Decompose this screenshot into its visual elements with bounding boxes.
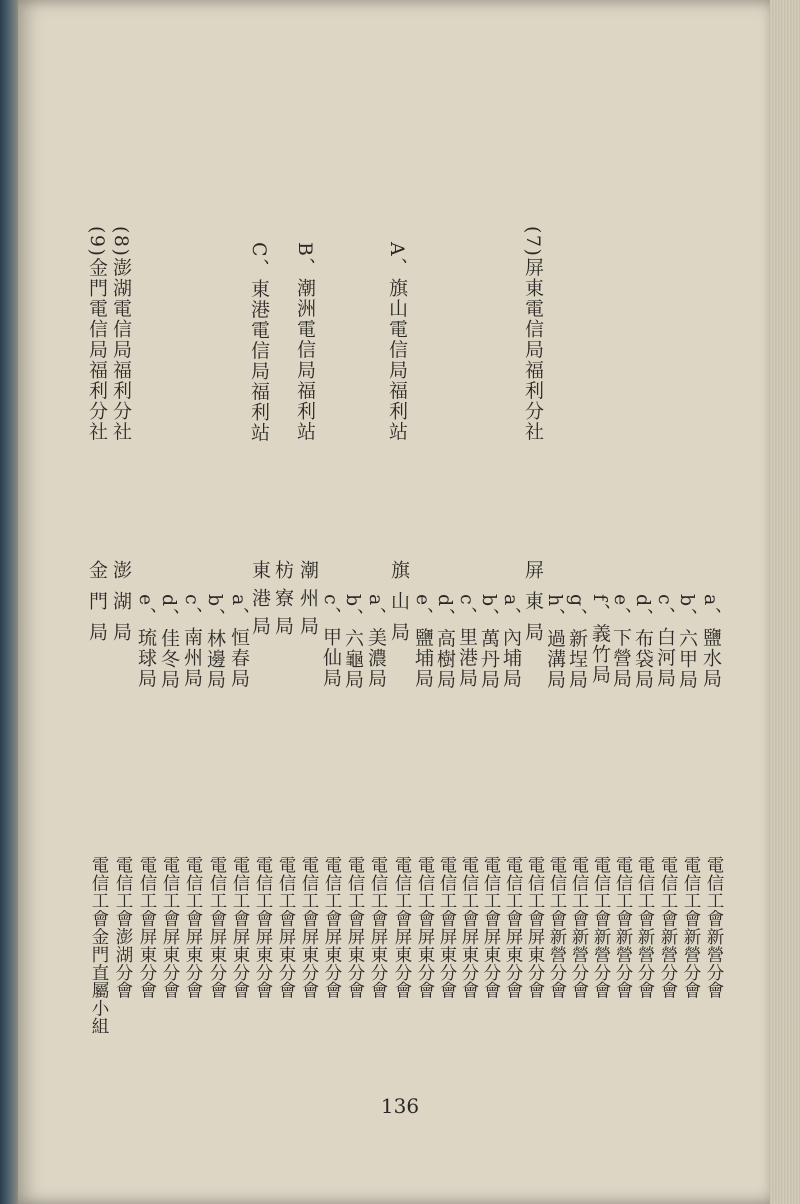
union-branch-item: 電信工會屏東分會 — [183, 856, 203, 1000]
office-item: 潮州局 — [297, 560, 319, 644]
office-item: a、恒春局 — [228, 594, 250, 689]
office-item: 金門局 — [86, 560, 108, 653]
union-branch-item: 電信工會金門直屬小組 — [89, 856, 109, 1035]
union-branch-item: 電信工會屏東分會 — [503, 856, 523, 1000]
office-item: 旗山局 — [388, 560, 410, 653]
union-branch-item: 電信工會屏東分會 — [437, 856, 457, 1000]
heading-pingtung-branch: (7)屏東電信局福利分社 — [522, 226, 544, 442]
office-item: 澎湖局 — [110, 560, 132, 653]
office-item: 東港局 — [249, 560, 271, 644]
union-branch-item: 電信工會新營分會 — [613, 856, 633, 1000]
office-item: g、新埕局 — [566, 594, 588, 690]
union-branch-item: 電信工會新營分會 — [591, 856, 611, 1000]
union-branch-item: 電信工會屏東分會 — [525, 856, 545, 1000]
heading-kinmen-branch: (9)金門電信局福利分社 — [86, 226, 108, 442]
office-item: a、美濃局 — [365, 594, 387, 689]
heading-penghu-branch: (8)澎湖電信局福利分社 — [110, 226, 132, 442]
union-branch-item: 電信工會屏東分會 — [392, 856, 412, 1000]
office-item: a、內埔局 — [500, 594, 522, 689]
page-edges — [770, 0, 800, 1204]
office-item: f、義竹局 — [589, 594, 611, 685]
union-branch-item: 電信工會新營分會 — [658, 856, 678, 1000]
office-item: b、六甲局 — [676, 594, 698, 690]
union-branch-item: 電信工會屏東分會 — [137, 856, 157, 1000]
union-branch-item: 電信工會澎湖分會 — [113, 856, 133, 1000]
union-branch-item: 電信工會新營分會 — [547, 856, 567, 1000]
heading-cishan-station: A、旗山電信局福利站 — [386, 242, 408, 442]
office-item: b、六龜局 — [342, 594, 364, 690]
union-branch-item: 電信工會屏東分會 — [207, 856, 227, 1000]
office-item: c、甲仙局 — [320, 594, 342, 689]
union-branch-item: 電信工會新營分會 — [704, 856, 724, 1000]
page-number: 136 — [380, 1094, 420, 1118]
heading-chaozhou-station: B、潮洲電信局福利站 — [294, 242, 316, 442]
union-branch-item: 電信工會屏東分會 — [415, 856, 435, 1000]
office-item: c、里港局 — [456, 594, 478, 689]
union-branch-item: 電信工會屏東分會 — [230, 856, 250, 1000]
office-item: c、白河局 — [654, 594, 676, 689]
union-branch-item: 電信工會新營分會 — [569, 856, 589, 1000]
office-item: 枋寮局 — [272, 560, 294, 644]
union-branch-item: 電信工會屏東分會 — [276, 856, 296, 1000]
office-item: e、鹽埔局 — [412, 594, 434, 689]
office-item: b、林邊局 — [204, 594, 226, 690]
office-item: e、琉球局 — [135, 594, 157, 689]
office-item: d、高樹局 — [434, 594, 456, 690]
union-branch-item: 電信工會屏東分會 — [368, 856, 388, 1000]
office-item: h、過溝局 — [544, 594, 566, 690]
office-item: d、布袋局 — [632, 594, 654, 690]
union-branch-item: 電信工會屏東分會 — [481, 856, 501, 1000]
office-item: a、鹽水局 — [700, 594, 722, 689]
union-branch-item: 電信工會新營分會 — [635, 856, 655, 1000]
union-branch-item: 電信工會屏東分會 — [299, 856, 319, 1000]
office-item: b、萬丹局 — [478, 594, 500, 690]
heading-donggang-station: C、東港電信局福利站 — [248, 242, 270, 443]
union-branch-item: 電信工會屏東分會 — [253, 856, 273, 1000]
union-branch-item: 電信工會屏東分會 — [345, 856, 365, 1000]
office-item: c、南州局 — [181, 594, 203, 689]
office-item: e、下營局 — [610, 594, 632, 689]
union-branch-item: 電信工會新營分會 — [681, 856, 701, 1000]
office-item: d、佳冬局 — [158, 594, 180, 690]
office-item: 屏東局 — [522, 560, 544, 653]
union-branch-item: 電信工會屏東分會 — [160, 856, 180, 1000]
union-branch-item: 電信工會屏東分會 — [322, 856, 342, 1000]
union-branch-item: 電信工會屏東分會 — [459, 856, 479, 1000]
